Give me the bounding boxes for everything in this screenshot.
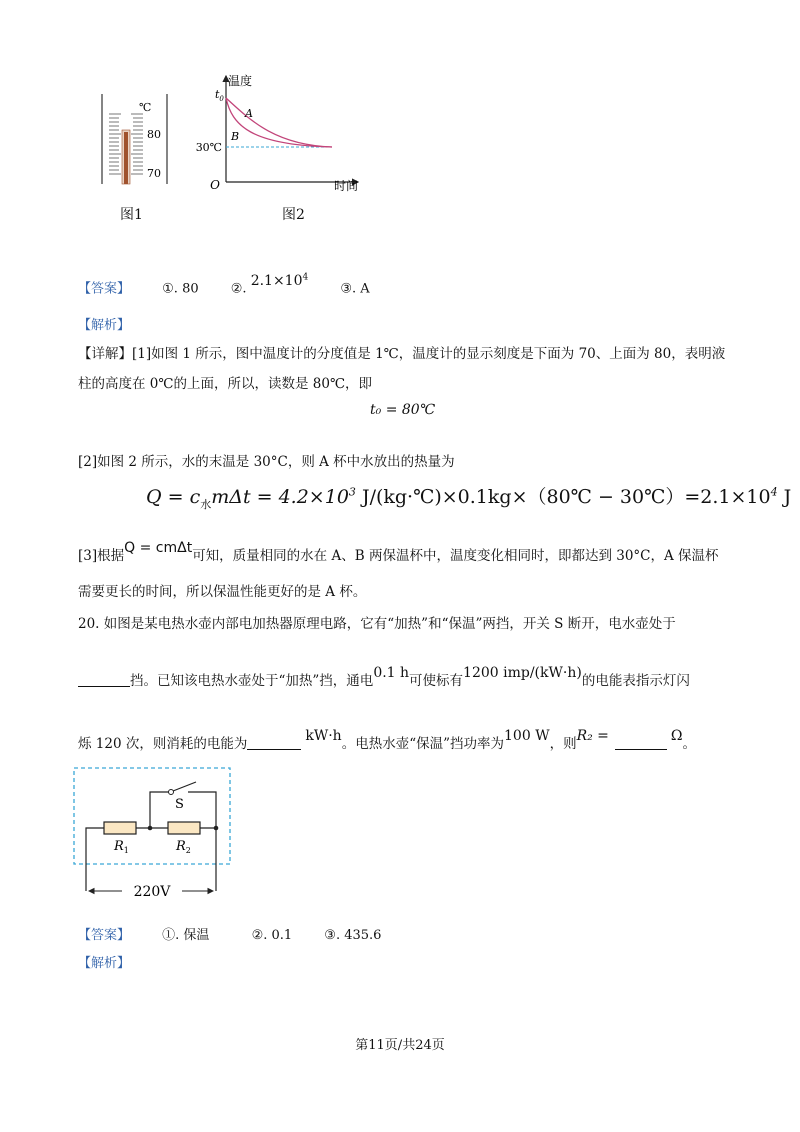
- blank-2[interactable]: [247, 735, 301, 750]
- wire-right: [200, 828, 216, 891]
- answer-label: 【答案】: [78, 281, 131, 297]
- thermometer-tick-lower: 70: [147, 167, 161, 180]
- curve-b-label: B: [231, 130, 240, 143]
- r1-label: $R_1$: [114, 839, 129, 855]
- circuit-diagram: [72, 764, 237, 904]
- q20-line-3: 烁 120 次，则消耗的电能为 kW·h。电热水壶“保温”挡功率为100 W，则R₂ = Ω。: [78, 728, 697, 752]
- q20-line-2: 挡。已知该电热水壶处于“加热”挡，通电0.1 h可使标有1200 imp/(kW·h)的电能表指示灯闪: [78, 665, 690, 689]
- resistor-r1: [104, 822, 136, 834]
- blank-1[interactable]: [78, 672, 130, 687]
- answer-3: ③. 435.6: [324, 928, 382, 943]
- time-value: 0.1 h: [373, 665, 410, 681]
- wire-left: [86, 828, 104, 891]
- switch-wire-left: [150, 792, 169, 828]
- meter-constant: 1200 imp/(kW·h): [463, 665, 582, 681]
- switch-contact: [169, 790, 174, 795]
- curve-a: [226, 98, 332, 147]
- thermometer-liquid: [124, 132, 128, 184]
- resistor-r2: [168, 822, 200, 834]
- q19-paragraph-2: [2]如图 2 所示，水的末温是 30°C，则 A 杯中水放出的热量为: [78, 454, 455, 470]
- q20-line-1: 20. 如图是某电热水壶内部电加热器原理电路，它有“加热”和“保温”两挡，开关 S 断开，电水壶处于: [78, 616, 676, 632]
- q19-paragraph-3: [3]根据Q = cmΔt可知，质量相同的水在 A、B 两保温杯中，温度变化相同时，即都达到 30°C，A 保温杯: [78, 540, 719, 564]
- figure-2-cooling-graph: [190, 70, 370, 195]
- junction-1: [148, 826, 153, 831]
- q20-analysis-label: 【解析】: [78, 956, 131, 971]
- answer-1: ①. 保温: [162, 928, 210, 943]
- y-axis-label: 温度: [228, 74, 253, 88]
- unit-ohm: Ω: [670, 728, 683, 744]
- answer-3: ③. A: [340, 281, 370, 297]
- answer-2: ②. 0.1: [251, 928, 293, 943]
- r2-label: $R_2$: [176, 839, 191, 855]
- power-value: 100 W: [504, 728, 550, 744]
- final-temp-label: 30℃: [195, 141, 222, 154]
- answer-label: 【答案】: [78, 928, 131, 943]
- figure-1-thermometer: [95, 92, 175, 192]
- voltage-label: 220V: [133, 884, 171, 900]
- answer-2-value: $2.1\times 10^4$: [250, 272, 309, 289]
- curve-b: [226, 98, 332, 147]
- r2-symbol: R₂ =: [576, 728, 609, 744]
- curve-a-label: A: [245, 107, 253, 120]
- q19-answer-row: [78, 272, 370, 297]
- heater-box: [74, 768, 230, 864]
- detail-label: 【详解】: [78, 346, 132, 362]
- figure-2-caption: 图2: [282, 207, 305, 223]
- equation-t0: t₀ = 80℃: [370, 402, 436, 418]
- equation-heat: $Q = c_水m\Delta t = 4.2\times 10^3$ J/(kg·℃)×0.1kg×（80℃ − $30℃)=2.1\times 10^4$ J: [146, 485, 792, 511]
- origin-label: O: [210, 178, 220, 192]
- q19-paragraph-3-line-2: 需要更长的时间，所以保温性能更好的是 A 杯。: [78, 584, 367, 600]
- switch-blade[interactable]: [173, 782, 196, 791]
- formula-q-cmdt: Q = cmΔt: [124, 540, 193, 556]
- blank-3[interactable]: [615, 735, 667, 750]
- answer-1: ①. 80: [162, 281, 199, 297]
- junction-2: [214, 826, 219, 831]
- thermometer-tick-upper: 80: [147, 128, 161, 141]
- q19-detail-line-1: 【详解】[1]如图 1 所示，图中温度计的分度值是 1℃，温度计的显示刻度是下面为 70、上面为 80，表明液: [78, 346, 726, 362]
- q19-analysis-label: 【解析】: [78, 318, 131, 333]
- figure-1-caption: 图1: [120, 207, 143, 223]
- unit-kwh: kW·h: [305, 728, 342, 744]
- switch-label: S: [175, 797, 184, 812]
- thermometer-unit: ℃: [139, 101, 152, 114]
- t0-label: $t_0$: [215, 88, 224, 103]
- q19-detail-line-2: 柱的高度在 0℃的上面，所以，读数是 80℃，即: [78, 376, 373, 392]
- q20-answer-row: [78, 924, 381, 943]
- answer-2: ②.: [230, 281, 251, 297]
- page-footer: 第11页/共24页: [355, 1038, 445, 1053]
- x-axis-label: 时间: [334, 179, 359, 193]
